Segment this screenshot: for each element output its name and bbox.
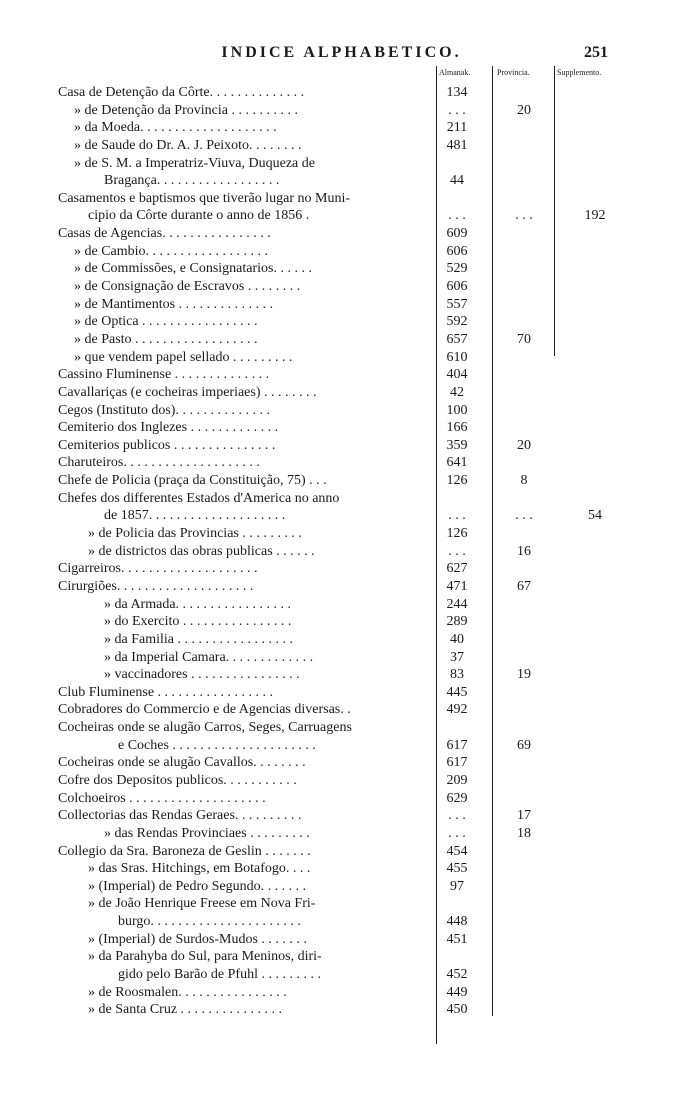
index-entry-text: » de Policia das Provincias . . . . . . . . . bbox=[88, 526, 302, 542]
index-row bbox=[0, 507, 683, 525]
almanak-page: 657 bbox=[446, 331, 468, 347]
almanak-page: 40 bbox=[450, 631, 464, 647]
supplemento-page: 192 bbox=[584, 208, 606, 224]
index-entry-text: Cemiterios publicos . . . . . . . . . . . . . . . bbox=[58, 437, 276, 453]
index-row bbox=[0, 825, 683, 843]
index-entry-text: Cofre dos Depositos publicos. . . . . . . . . . . bbox=[58, 772, 297, 788]
index-row bbox=[0, 913, 683, 931]
almanak-page: 641 bbox=[446, 455, 468, 471]
index-row bbox=[0, 596, 683, 614]
index-row bbox=[0, 437, 683, 455]
index-entry-text: » de Santa Cruz . . . . . . . . . . . . . . . bbox=[88, 1002, 283, 1018]
almanak-page: . . . bbox=[448, 543, 466, 559]
index-row bbox=[0, 613, 683, 631]
provincia-page: 70 bbox=[517, 331, 531, 347]
index-entry-text: » do Exercito . . . . . . . . . . . . . . . . bbox=[104, 614, 292, 630]
index-row bbox=[0, 260, 683, 278]
index-row bbox=[0, 384, 683, 402]
index-row bbox=[0, 772, 683, 790]
almanak-page: 629 bbox=[446, 790, 468, 806]
index-entry-text: » das Sras. Hitchings, em Botafogo. . . . bbox=[88, 861, 311, 877]
index-entry-text: » de Consignação de Escravos . . . . . . . . bbox=[74, 279, 301, 295]
index-row bbox=[0, 631, 683, 649]
almanak-page: 126 bbox=[446, 473, 468, 489]
almanak-page: 209 bbox=[446, 772, 468, 788]
index-entry-text: » de Pasto . . . . . . . . . . . . . . . . . . bbox=[74, 331, 258, 347]
index-row bbox=[0, 207, 683, 225]
almanak-page: 448 bbox=[446, 914, 468, 930]
index-row bbox=[0, 701, 683, 719]
index-row bbox=[0, 790, 683, 808]
index-row bbox=[0, 878, 683, 896]
index-entry-text: » (Imperial) de Surdos-Mudos . . . . . . . bbox=[88, 931, 307, 947]
index-entry-text: Casas de Agencias. . . . . . . . . . . . . . . . bbox=[58, 226, 271, 242]
provincia-page: 69 bbox=[517, 737, 531, 753]
index-entry-text: Cobradores do Commercio e de Agencias diversas. . bbox=[58, 702, 351, 718]
index-row bbox=[0, 155, 683, 173]
almanak-page: 42 bbox=[450, 384, 464, 400]
index-row bbox=[0, 225, 683, 243]
almanak-page: 359 bbox=[446, 437, 468, 453]
almanak-page: 557 bbox=[446, 296, 468, 312]
almanak-page: . . . bbox=[448, 508, 466, 524]
index-entry-text: gido pelo Barão de Pfuhl . . . . . . . . . bbox=[118, 967, 321, 983]
index-entry-text: burgo. . . . . . . . . . . . . . . . . . . . . . bbox=[118, 914, 301, 930]
index-entry-text: Collectorias das Rendas Geraes. . . . . . . . . . bbox=[58, 808, 302, 824]
index-entry-text: Charuteiros. . . . . . . . . . . . . . . . . . . . bbox=[58, 455, 260, 471]
index-row bbox=[0, 966, 683, 984]
index-entry-text: Cocheiras onde se alugão Carros, Seges, Carruagens bbox=[58, 720, 352, 736]
index-entry-text: » das Rendas Provinciaes . . . . . . . . . bbox=[104, 825, 310, 841]
index-row bbox=[0, 984, 683, 1002]
index-row bbox=[0, 190, 683, 208]
index-row bbox=[0, 296, 683, 314]
page-number: 251 bbox=[584, 44, 608, 61]
index-entry-text: Club Fluminense . . . . . . . . . . . . . . . . . bbox=[58, 684, 274, 700]
almanak-page: 471 bbox=[446, 578, 468, 594]
almanak-page: 529 bbox=[446, 261, 468, 277]
provincia-page: . . . bbox=[515, 508, 533, 524]
index-row bbox=[0, 349, 683, 367]
index-row bbox=[0, 578, 683, 596]
index-entry-text: » que vendem papel sellado . . . . . . . . . bbox=[74, 349, 293, 365]
index-row bbox=[0, 843, 683, 861]
index-entry-text: Cocheiras onde se alugão Cavallos. . . . . . . . bbox=[58, 755, 306, 771]
almanak-page: 617 bbox=[446, 737, 468, 753]
index-entry-text: Cassino Fluminense . . . . . . . . . . . . . . bbox=[58, 367, 270, 383]
index-row bbox=[0, 931, 683, 949]
almanak-page: 617 bbox=[446, 755, 468, 771]
almanak-page: 445 bbox=[446, 684, 468, 700]
index-row bbox=[0, 278, 683, 296]
almanak-page: 244 bbox=[446, 596, 468, 612]
index-row bbox=[0, 172, 683, 190]
index-row bbox=[0, 895, 683, 913]
column-header-supplemento: Supplemento. bbox=[557, 68, 602, 77]
index-entry-text: » de Mantimentos . . . . . . . . . . . . . . bbox=[74, 296, 274, 312]
index-row bbox=[0, 737, 683, 755]
almanak-page: 126 bbox=[446, 526, 468, 542]
provincia-page: . . . bbox=[515, 208, 533, 224]
index-entry-text: Cemiterio dos Inglezes . . . . . . . . . . . . . bbox=[58, 420, 279, 436]
almanak-page: 166 bbox=[446, 420, 468, 436]
almanak-page: 449 bbox=[446, 984, 468, 1000]
index-entry-text: » de Cambio. . . . . . . . . . . . . . . . . . bbox=[74, 243, 269, 259]
index-row bbox=[0, 84, 683, 102]
index-row bbox=[0, 649, 683, 667]
index-entry-text: Collegio da Sra. Baroneza de Geslin . . . . . . . bbox=[58, 843, 311, 859]
index-entry-text: » de districtos das obras publicas . . . . . . bbox=[88, 543, 315, 559]
almanak-page: 451 bbox=[446, 931, 468, 947]
index-row bbox=[0, 684, 683, 702]
index-row bbox=[0, 419, 683, 437]
index-row bbox=[0, 331, 683, 349]
provincia-page: 67 bbox=[517, 578, 531, 594]
index-entry-text: » da Armada. . . . . . . . . . . . . . . . . bbox=[104, 596, 292, 612]
provincia-page: 16 bbox=[517, 543, 531, 559]
index-entry-text: Casamentos e baptismos que tiverão lugar no Muni- bbox=[58, 190, 350, 206]
almanak-page: 289 bbox=[446, 614, 468, 630]
index-entry-text: Bragança. . . . . . . . . . . . . . . . . . bbox=[104, 173, 280, 189]
almanak-page: . . . bbox=[448, 825, 466, 841]
almanak-page: 606 bbox=[446, 243, 468, 259]
provincia-page: 20 bbox=[517, 437, 531, 453]
index-row bbox=[0, 137, 683, 155]
almanak-page: 492 bbox=[446, 702, 468, 718]
index-row bbox=[0, 525, 683, 543]
almanak-page: . . . bbox=[448, 102, 466, 118]
almanak-page: 610 bbox=[446, 349, 468, 365]
almanak-page: 100 bbox=[446, 402, 468, 418]
almanak-page: 609 bbox=[446, 226, 468, 242]
index-entry-text: Colchoeiros . . . . . . . . . . . . . . . . . . . . bbox=[58, 790, 266, 806]
index-entry-text: » de João Henrique Freese em Nova Fri- bbox=[88, 896, 316, 912]
almanak-page: 455 bbox=[446, 861, 468, 877]
index-entry-text: Cegos (Instituto dos). . . . . . . . . . . . . . bbox=[58, 402, 270, 418]
index-entry-text: Chefe de Policia (praça da Constituição, 75) . . . bbox=[58, 473, 327, 489]
index-entry-text: Cavallariças (e cocheiras imperiaes) . . . . . . . . bbox=[58, 384, 317, 400]
index-row bbox=[0, 719, 683, 737]
index-row bbox=[0, 560, 683, 578]
index-row bbox=[0, 119, 683, 137]
almanak-page: 481 bbox=[446, 137, 468, 153]
index-entry-text: » (Imperial) de Pedro Segundo. . . . . . . bbox=[88, 878, 307, 894]
index-entry-text: » de Optica . . . . . . . . . . . . . . . . . bbox=[74, 314, 258, 330]
index-row bbox=[0, 102, 683, 120]
almanak-page: 452 bbox=[446, 967, 468, 983]
index-row bbox=[0, 807, 683, 825]
index-entry-text: » de Commissões, e Consignatarios. . . . . . bbox=[74, 261, 312, 277]
almanak-page: . . . bbox=[448, 808, 466, 824]
almanak-page: 627 bbox=[446, 561, 468, 577]
page-title: INDICE ALPHABETICO. bbox=[221, 44, 462, 61]
provincia-page: 19 bbox=[517, 667, 531, 683]
provincia-page: 20 bbox=[517, 102, 531, 118]
almanak-page: 450 bbox=[446, 1002, 468, 1018]
index-entry-text: Cigarreiros. . . . . . . . . . . . . . . . . . . . bbox=[58, 561, 258, 577]
index-row bbox=[0, 1001, 683, 1019]
almanak-page: 83 bbox=[450, 667, 464, 683]
index-entry-text: cipio da Côrte durante o anno de 1856 . bbox=[88, 208, 310, 224]
index-entry-text: » de S. M. a Imperatriz-Viuva, Duqueza de bbox=[74, 155, 315, 171]
supplemento-page: 54 bbox=[588, 508, 602, 524]
index-entry-text: » da Moeda. . . . . . . . . . . . . . . . . . . . bbox=[74, 120, 277, 136]
almanak-page: 97 bbox=[450, 878, 464, 894]
almanak-page: . . . bbox=[448, 208, 466, 224]
index-entry-text: de 1857. . . . . . . . . . . . . . . . . . . . bbox=[104, 508, 286, 524]
provincia-page: 8 bbox=[520, 473, 528, 489]
almanak-page: 211 bbox=[446, 120, 468, 136]
almanak-page: 404 bbox=[446, 367, 468, 383]
index-row bbox=[0, 754, 683, 772]
almanak-page: 37 bbox=[450, 649, 464, 665]
index-entry-text: » de Roosmalen. . . . . . . . . . . . . . . . bbox=[88, 984, 287, 1000]
provincia-page: 18 bbox=[517, 825, 531, 841]
index-row bbox=[0, 666, 683, 684]
index-row bbox=[0, 313, 683, 331]
index-entry-text: Casa de Detenção da Côrte. . . . . . . . . . . . . . bbox=[58, 85, 305, 100]
index-row bbox=[0, 472, 683, 490]
almanak-page: 606 bbox=[446, 279, 468, 295]
index-row bbox=[0, 543, 683, 561]
provincia-page: 17 bbox=[517, 808, 531, 824]
index-entry-text: Cirurgiões. . . . . . . . . . . . . . . . . . . . bbox=[58, 578, 254, 594]
index-entry-text: » vaccinadores . . . . . . . . . . . . . . . . bbox=[104, 667, 300, 683]
index-entries bbox=[0, 84, 683, 1019]
almanak-page: 44 bbox=[450, 173, 464, 189]
index-entry-text: e Coches . . . . . . . . . . . . . . . . . . . . . bbox=[118, 737, 316, 753]
column-header-almanak: Almanak. bbox=[439, 68, 471, 77]
index-row bbox=[0, 948, 683, 966]
almanak-page: 134 bbox=[446, 85, 468, 100]
almanak-page: 592 bbox=[446, 314, 468, 330]
index-row bbox=[0, 366, 683, 384]
index-entry-text: » da Familia . . . . . . . . . . . . . . . . . bbox=[104, 631, 293, 647]
index-row bbox=[0, 243, 683, 261]
index-entry-text: » da Imperial Camara. . . . . . . . . . . . . bbox=[104, 649, 314, 665]
index-row bbox=[0, 860, 683, 878]
index-entry-text: » de Saude do Dr. A. J. Peixoto. . . . . . . . bbox=[74, 137, 302, 153]
index-row bbox=[0, 490, 683, 508]
almanak-page: 454 bbox=[446, 843, 468, 859]
index-row bbox=[0, 454, 683, 472]
index-row bbox=[0, 402, 683, 420]
index-entry-text: » de Detenção da Provincia . . . . . . . . . . bbox=[74, 102, 298, 118]
index-entry-text: Chefes dos differentes Estados d'America no anno bbox=[58, 490, 340, 506]
column-header-provincia: Provincia. bbox=[497, 68, 530, 77]
index-entry-text: » da Parahyba do Sul, para Meninos, diri- bbox=[88, 949, 322, 965]
